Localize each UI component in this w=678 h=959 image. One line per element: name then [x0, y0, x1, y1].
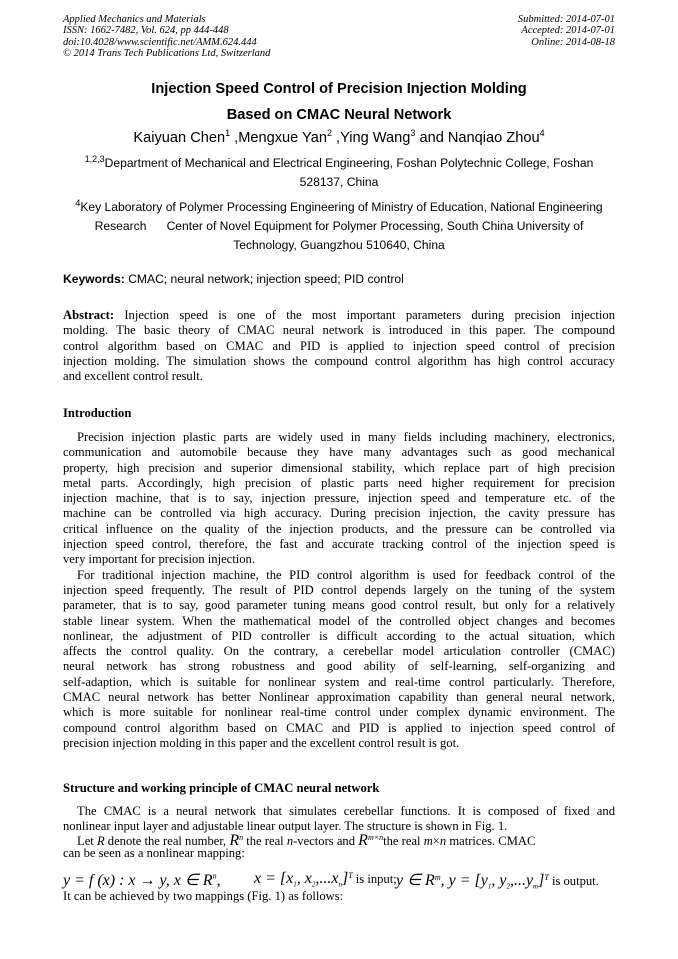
body-line: For traditional injection machine, the PID control algorithm is used for feedback control of the	[77, 567, 615, 582]
affiliation-text: 528137, China	[299, 175, 379, 189]
body-line: nonlinear input layer and adjustable linear output layer. The structure is shown in Fig. 1.	[63, 819, 508, 834]
equation-input: x = [x	[254, 870, 294, 887]
abstract-line: injection molding. The simulation shows the compound control algorithm has high control accuracy	[63, 353, 615, 368]
paper-title-line-1: Injection Speed Control of Precision Injection Molding	[151, 81, 527, 97]
affiliation-text: Technology, Guangzhou 510640, China	[233, 238, 445, 252]
abstract-line: control algorithm based on CMAC and PID is applied to injection speed control of precision	[63, 338, 615, 353]
math-line-definitions: Let R denote the real number, $R^n$ the real n-vectors and $R^{m\times n}the$ real m×n matrices. CMAC	[77, 832, 536, 849]
equation-output: y ∈ R	[396, 872, 435, 889]
abstract	[63, 308, 615, 384]
affiliation-text: Department of Mechanical and Electrical Engineering, Foshan Polytechnic College, Foshan	[104, 156, 594, 170]
math-symbol-rmn: R	[358, 832, 368, 849]
keywords-text: CMAC; neural network; injection speed; PID control	[124, 272, 404, 286]
body-line: precision injection molding in this paper and the excellent control result is got.	[63, 735, 460, 750]
journal-doi: doi:10.4028/www.scientific.net/AMM.624.444	[63, 36, 257, 48]
body-line: CMAC neural network has better Nonlinear approximation capability than general neural network,	[63, 690, 615, 705]
math-equation-mapping: y = f (x) : x → y, x ∈ $R^n$, $x = [x_1$, $x_2,...x_n]^T$ is input; y ∈ $R^m$, $y = [y_1$, $y_2,...y_m]^T$ is output.	[63, 870, 599, 891]
body-line: self-adaption, which is suitable for nonlinear system and real-time control particularly. Therefore,	[63, 674, 615, 689]
body-line: affects the control quality. On the contrary, a cerebellar model articulation controller (CMAC)	[63, 644, 615, 659]
body-line: The CMAC is a neural network that simulates cerebellar functions. It is composed of fixed and	[77, 804, 615, 818]
body-line: metal parts. Accordingly, high precision of plastic parts need higher requirement for precision	[63, 475, 615, 490]
author-affiliation-mark: 2	[326, 128, 332, 139]
author-affiliation-mark: 4	[539, 128, 545, 139]
journal-name: Applied Mechanics and Materials	[63, 14, 206, 25]
body-line: communication and automobile because they have many advantages such as good mechanical	[63, 445, 615, 460]
journal-issn: ISSN: 1662-7482, Vol. 624, pp 444-448	[63, 25, 229, 37]
author-name: Ying Wang	[340, 130, 411, 146]
keywords-label: Keywords:	[63, 272, 125, 286]
output-label: is output.	[548, 874, 599, 888]
body-line: property, high precision and superior dimensional stability, which replace part of high precision	[63, 460, 615, 475]
body-line: injection speed control, therefore, the fast and accurate tracking control of the injection speed is	[63, 537, 615, 552]
body-line: It can be achieved by two mappings (Fig. 1) as follows:	[63, 889, 344, 903]
author-separator: ,	[331, 130, 341, 146]
paper-title-line-2: Based on CMAC Neural Network	[226, 107, 452, 123]
body-line: can be seen as a nonlinear mapping:	[63, 846, 245, 860]
online-date: Online: 2014-08-18	[531, 36, 615, 48]
author-affiliation-mark: 1	[225, 128, 231, 139]
author-name: Kaiyuan Chen	[133, 130, 226, 146]
journal-header	[63, 14, 270, 59]
input-label: is input;	[352, 872, 397, 886]
affiliation-2	[63, 198, 615, 255]
section-heading-introduction: Introduction	[63, 406, 132, 420]
body-line: nonlinear, the adjustment of PID controller is difficult according to the actual situation, which	[63, 628, 615, 643]
submission-dates	[518, 14, 615, 48]
body-line: injection speed frequently. The result of PID control depends largely on the tuning of the system	[63, 582, 615, 597]
abstract-line: Injection speed is one of the most important parameters during precision injection	[114, 308, 615, 322]
author-name: Nanqiao Zhou	[447, 130, 540, 146]
body-line: parameter, that is to say, good parameter tuning means good control result, but only for a relatively	[63, 598, 615, 613]
body-line: Precision injection plastic parts are widely used in many fields including machinery, electronics,	[77, 430, 615, 444]
affiliation-text: Research Center of Novel Equipment for Polymer Processing, South China University of	[94, 219, 584, 233]
equation-mapping: y = f (x) : x → y, x ∈ R	[63, 872, 213, 889]
body-line: neural network has strong robustness and good ability of self-learning, self-organizing and	[63, 659, 615, 674]
body-line: which is more suitable for nonlinear real-time control under complex dynamic environment. The	[63, 705, 615, 720]
section-heading-structure: Structure and working principle of CMAC neural network	[63, 781, 380, 795]
affiliation-1	[63, 154, 615, 192]
affiliation-mark: 4	[75, 197, 81, 208]
affiliation-mark: 1,2,3	[84, 153, 105, 164]
body-line: injection machine, that is to say, injection pressure, injection speed and temperature etc. of the	[63, 491, 615, 506]
abstract-line: and excellent control result.	[63, 369, 203, 384]
structure-body	[63, 804, 615, 835]
submitted-date: Submitted: 2014-07-01	[517, 14, 615, 25]
body-line: machine can be controlled via high accuracy. During precision injection, the cavity pressure has	[63, 506, 615, 521]
math-symbol-rn: R	[229, 832, 240, 849]
author-separator: ,	[230, 130, 239, 146]
author-separator: and	[415, 130, 448, 146]
affiliation-text: Key Laboratory of Polymer Processing Engineering of Ministry of Education, National Engineering	[80, 200, 603, 214]
body-line: stable linear system. When the mathematical model of the controlled object changes and becomes	[63, 613, 615, 628]
journal-copyright: © 2014 Trans Tech Publications Ltd, Switzerland	[63, 47, 271, 59]
body-line: compound control algorithm based on CMAC and PID is applied to injection speed control of	[63, 720, 615, 735]
body-line: critical influence on the quality of the injection products, and the pressure can be controlled via	[63, 521, 615, 536]
author-name: Mengxue Yan	[238, 130, 327, 146]
abstract-label: Abstract:	[63, 308, 115, 322]
author-affiliation-mark: 3	[410, 128, 416, 139]
accepted-date: Accepted: 2014-07-01	[521, 25, 615, 37]
abstract-line: molding. The basic theory of CMAC neural network is introduced in this paper. The compound	[63, 323, 615, 338]
introduction-body	[63, 430, 615, 751]
keywords	[63, 272, 615, 286]
body-line: very important for precision injection.	[63, 552, 255, 567]
author-list	[63, 130, 615, 146]
